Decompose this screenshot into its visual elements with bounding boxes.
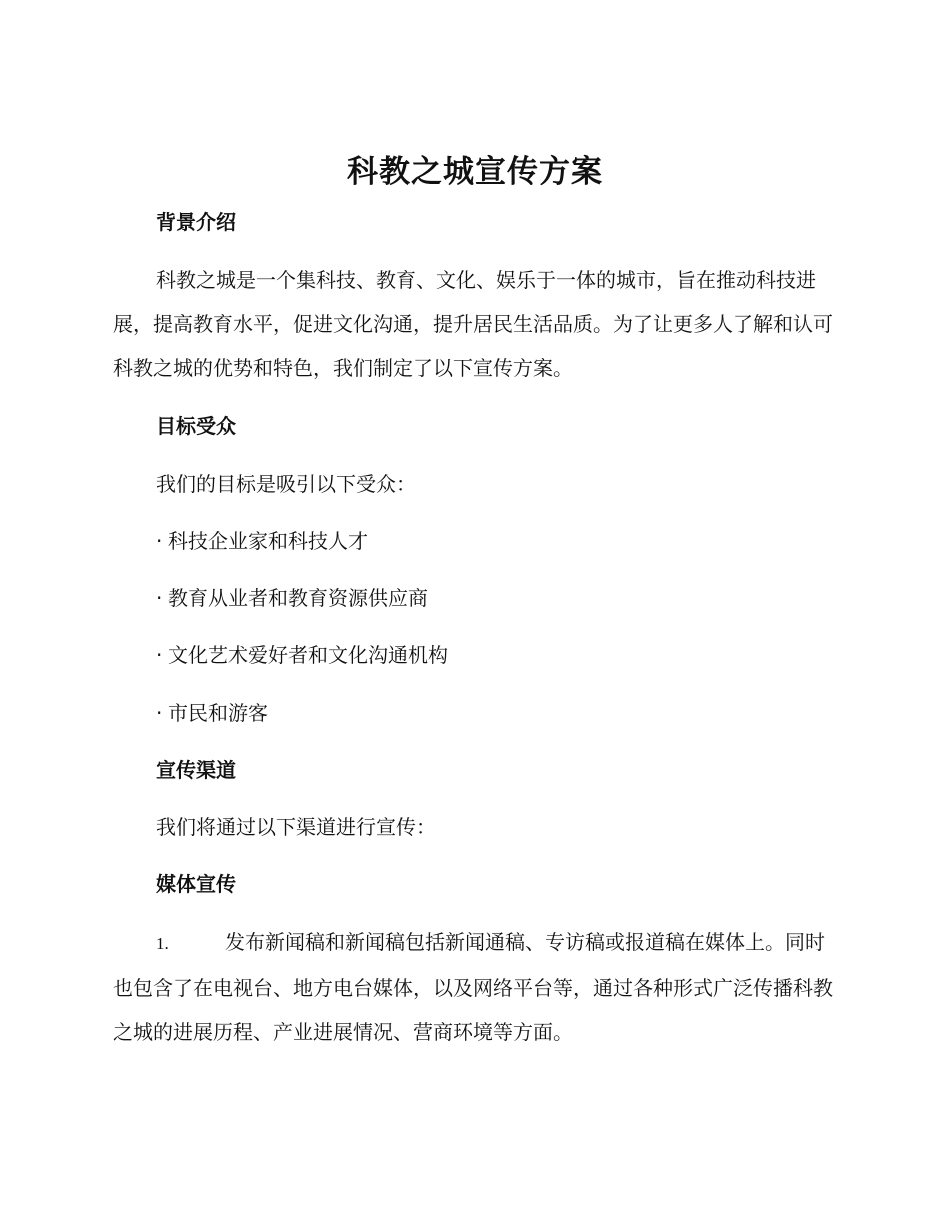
section-heading-channels: 宣传渠道 [156, 758, 236, 782]
list-item-text: 教育从业者和教育资源供应商 [168, 586, 428, 610]
list-item-text: 科技企业家和科技人才 [168, 529, 368, 553]
background-paragraph: 科教之城是一个集科技、教育、文化、娱乐于一体的城市，旨在推动科技进展，提高教育水平，促进文化沟通，提升居民生活品质。为了让更多人了解和认可科教之城的优势和特色，我们制定了以下宣传方案。 [113, 268, 833, 380]
numbered-paragraph [113, 920, 843, 1054]
list-item-text: 市民和游客 [168, 701, 268, 725]
channels-intro: 我们将通过以下渠道进行宣传： [156, 815, 436, 839]
bullet-icon: · [156, 586, 163, 610]
section-heading-audience: 目标受众 [156, 414, 236, 438]
bullet-icon: · [156, 701, 163, 725]
list-item [156, 584, 428, 612]
audience-intro: 我们的目标是吸引以下受众： [156, 472, 416, 496]
section-heading-media: 媒体宣传 [156, 872, 236, 896]
numbered-paragraph-text: 发布新闻稿和新闻稿包括新闻通稿、专访稿或报道稿在媒体上。同时也包含了在电视台、地方电台媒体，以及网络平台等，通过各种形式广泛传播科教之城的进展历程、产业进展情况、营商环境等方面。 [113, 930, 833, 1044]
document-title: 科教之城宣传方案 [347, 154, 603, 190]
bullet-icon: · [156, 529, 163, 553]
list-item [156, 641, 448, 669]
list-item [156, 527, 368, 555]
bullet-icon: · [156, 643, 163, 667]
list-number: 1. [156, 934, 169, 953]
list-item [156, 699, 268, 727]
list-item-text: 文化艺术爱好者和文化沟通机构 [168, 643, 448, 667]
section-heading-background: 背景介绍 [156, 210, 236, 234]
